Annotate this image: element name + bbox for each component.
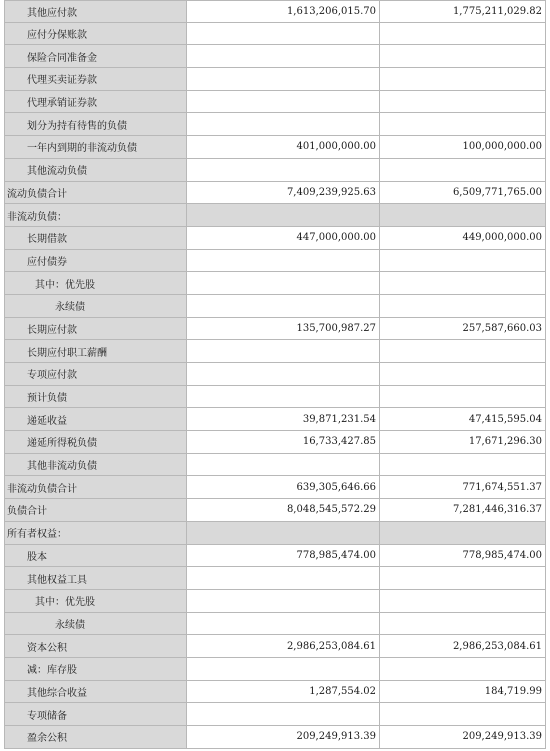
table-row [5,45,546,68]
row-label: 永续债 [5,295,187,317]
closing-balance-cell [187,250,380,272]
row-label: 代理承销证券款 [5,91,187,113]
table-row [5,295,546,318]
closing-balance-cell [187,567,380,589]
row-label: 保险合同准备金 [5,45,187,67]
closing-balance-cell: 209,249,913.39 [187,726,380,748]
table-row [5,136,546,159]
closing-balance-cell: 778,985,474.00 [187,545,380,567]
table-row [5,159,546,182]
closing-balance-cell [187,272,380,294]
row-label: 盈余公积 [5,726,187,748]
closing-balance-cell [187,159,380,181]
row-label: 其他非流动负债 [5,454,187,476]
table-row [5,227,546,250]
closing-balance-cell [187,590,380,612]
opening-balance-cell [380,91,546,113]
row-label: 减：库存股 [5,658,187,680]
row-label: 永续债 [5,613,187,635]
opening-balance-cell [380,613,546,635]
row-label: 递延所得税负债 [5,431,187,453]
table-row [5,499,546,522]
row-label: 专项应付款 [5,363,187,385]
row-label: 应付分保账款 [5,23,187,45]
row-label: 一年内到期的非流动负债 [5,136,187,158]
row-label: 其他综合收益 [5,681,187,703]
table-row [5,182,546,205]
row-label: 其他流动负债 [5,159,187,181]
table-row [5,613,546,636]
row-label: 长期应付款 [5,318,187,340]
table-row [5,340,546,363]
row-label: 划分为持有待售的负债 [5,113,187,135]
closing-balance-cell [187,204,380,226]
opening-balance-cell: 2,986,253,084.61 [380,635,546,657]
table-row [5,545,546,568]
row-label: 股本 [5,545,187,567]
opening-balance-cell [380,340,546,362]
closing-balance-cell: 2,986,253,084.61 [187,635,380,657]
closing-balance-cell [187,613,380,635]
row-label: 专项储备 [5,703,187,725]
opening-balance-cell [380,23,546,45]
row-label: 预计负债 [5,386,187,408]
row-label: 其他权益工具 [5,567,187,589]
row-label: 代理买卖证券款 [5,68,187,90]
table-row [5,567,546,590]
opening-balance-cell [380,454,546,476]
table-row [5,23,546,46]
closing-balance-cell [187,295,380,317]
table-row [5,726,546,749]
row-label: 负债合计 [5,499,187,521]
closing-balance-cell [187,68,380,90]
opening-balance-cell: 17,671,296.30 [380,431,546,453]
closing-balance-cell [187,363,380,385]
opening-balance-cell [380,45,546,67]
table-row [5,454,546,477]
row-label: 所有者权益： [5,522,187,544]
table-row [5,250,546,273]
closing-balance-cell: 16,733,427.85 [187,431,380,453]
row-label: 流动负债合计 [5,182,187,204]
closing-balance-cell: 447,000,000.00 [187,227,380,249]
opening-balance-cell: 449,000,000.00 [380,227,546,249]
opening-balance-cell: 184,719.99 [380,681,546,703]
opening-balance-cell [380,703,546,725]
row-label: 长期借款 [5,227,187,249]
balance-sheet-table [4,0,546,749]
table-row [5,386,546,409]
opening-balance-cell [380,658,546,680]
table-row [5,91,546,114]
row-label: 长期应付职工薪酬 [5,340,187,362]
row-label: 其他应付款 [5,1,187,22]
opening-balance-cell: 100,000,000.00 [380,136,546,158]
closing-balance-cell: 639,305,646.66 [187,476,380,498]
opening-balance-cell: 1,775,211,029.82 [380,1,546,22]
table-row [5,204,546,227]
opening-balance-cell: 7,281,446,316.37 [380,499,546,521]
table-row [5,363,546,386]
row-label: 应付债券 [5,250,187,272]
opening-balance-cell: 209,249,913.39 [380,726,546,748]
opening-balance-cell [380,590,546,612]
row-label: 资本公积 [5,635,187,657]
closing-balance-cell [187,113,380,135]
table-row [5,703,546,726]
table-row [5,658,546,681]
row-label: 非流动负债合计 [5,476,187,498]
table-row [5,522,546,545]
closing-balance-cell: 135,700,987.27 [187,318,380,340]
closing-balance-cell [187,23,380,45]
opening-balance-cell [380,204,546,226]
opening-balance-cell [380,250,546,272]
closing-balance-cell: 401,000,000.00 [187,136,380,158]
closing-balance-cell: 7,409,239,925.63 [187,182,380,204]
opening-balance-cell: 778,985,474.00 [380,545,546,567]
opening-balance-cell [380,68,546,90]
table-row [5,408,546,431]
table-row [5,0,546,23]
closing-balance-cell [187,658,380,680]
opening-balance-cell: 6,509,771,765.00 [380,182,546,204]
opening-balance-cell [380,522,546,544]
opening-balance-cell [380,363,546,385]
row-label: 递延收益 [5,408,187,430]
opening-balance-cell [380,386,546,408]
closing-balance-cell: 1,613,206,015.70 [187,1,380,22]
row-label: 非流动负债： [5,204,187,226]
table-row [5,431,546,454]
closing-balance-cell [187,386,380,408]
opening-balance-cell [380,272,546,294]
opening-balance-cell [380,159,546,181]
table-row [5,590,546,613]
table-row [5,476,546,499]
closing-balance-cell: 39,871,231.54 [187,408,380,430]
opening-balance-cell: 257,587,660.03 [380,318,546,340]
opening-balance-cell: 47,415,595.04 [380,408,546,430]
closing-balance-cell [187,45,380,67]
closing-balance-cell [187,454,380,476]
closing-balance-cell [187,91,380,113]
closing-balance-cell: 8,048,545,572.29 [187,499,380,521]
closing-balance-cell [187,522,380,544]
opening-balance-cell [380,113,546,135]
table-row [5,68,546,91]
row-label: 其中：优先股 [5,272,187,294]
table-row [5,113,546,136]
table-row [5,681,546,704]
closing-balance-cell [187,340,380,362]
closing-balance-cell: 1,287,554.02 [187,681,380,703]
table-row [5,635,546,658]
table-row [5,318,546,341]
row-label: 其中：优先股 [5,590,187,612]
table-row [5,272,546,295]
opening-balance-cell [380,567,546,589]
opening-balance-cell: 771,674,551.37 [380,476,546,498]
opening-balance-cell [380,295,546,317]
closing-balance-cell [187,703,380,725]
